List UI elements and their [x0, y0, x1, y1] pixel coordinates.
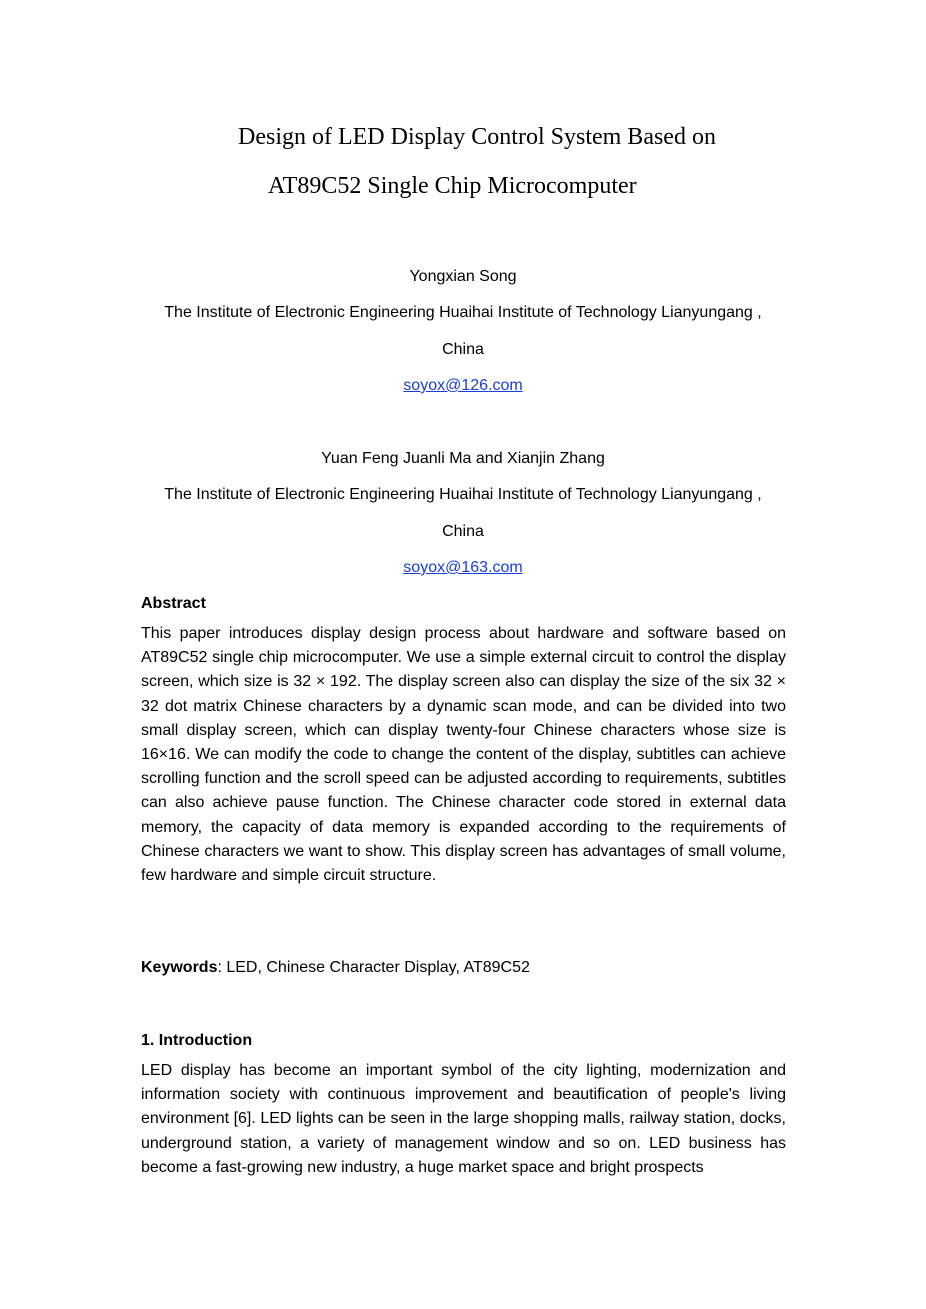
paper-title-line-2: AT89C52 Single Chip Microcomputer: [268, 173, 637, 199]
author-country-1: China: [442, 341, 484, 358]
author-affiliation-1: The Institute of Electronic Engineering Huaihai Institute of Technology Lianyungang ,: [164, 304, 762, 321]
abstract-text: This paper introduces display design process about hardware and software based on AT89C52 single chip microcomputer. We use a simple external circuit to control the display screen, which size is 32 × 192. The display screen also can display the size of the six 32 × 32 dot matrix Chinese characters by a dynamic scan mode, and can be divided into two small display screen, which can display twenty-four Chinese characters whose size is 16×16. We can modify the code to change the content of the display, subtitles can achieve scrolling function and the scroll speed can be adjusted according to requirements, subtitles can also achieve pause function. The Chinese character code stored in external data memory, the capacity of data memory is expanded according to the requirements of Chinese characters we want to show. This display screen has advantages of small volume, few hardware and simple circuit structure.: [141, 625, 786, 885]
author-email-container-2: [0, 558, 926, 578]
author-name-2: Yuan Feng Juanli Ma and Xianjin Zhang: [321, 450, 605, 467]
abstract-heading: Abstract: [141, 595, 206, 612]
author-affiliation-2: The Institute of Electronic Engineering Huaihai Institute of Technology Lianyungang ,: [164, 486, 762, 503]
author-email-link-1[interactable]: soyox@126.com: [403, 377, 523, 394]
author-email-container-1: [0, 376, 926, 396]
paper-title-line-1: Design of LED Display Control System Based on: [238, 124, 716, 150]
author-country-2: China: [442, 523, 484, 540]
author-email-link-2[interactable]: soyox@163.com: [403, 559, 523, 576]
section-1-heading: 1. Introduction: [141, 1032, 253, 1049]
keywords-label: Keywords: [141, 959, 218, 976]
keywords-text: : LED, Chinese Character Display, AT89C52: [217, 959, 530, 976]
author-name-1: Yongxian Song: [409, 268, 517, 285]
section-1-text: LED display has become an important symbol of the city lighting, modernization and information society with continuous improvement and beautification of people's living environment [6]. LED lights can be seen in the large shopping malls, railway station, docks, underground station, a variety of management window and so on. LED business has become a fast-growing new industry, a huge market space and bright prospects: [141, 1062, 786, 1176]
keywords-line: [141, 958, 530, 978]
